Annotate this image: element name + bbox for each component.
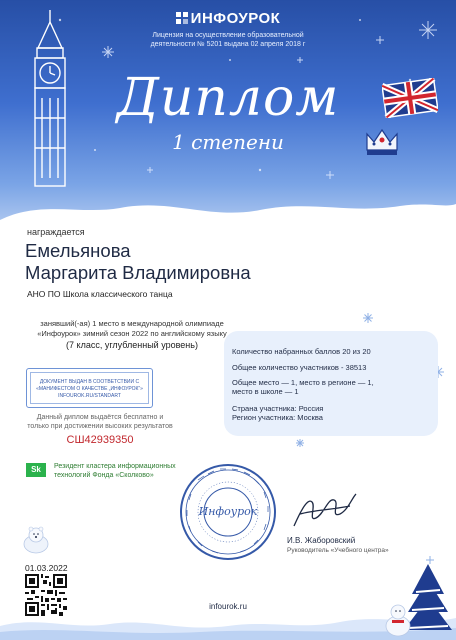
- quality-manifest-stamp: [26, 368, 153, 408]
- free-issue-note: Данный диплом выдаётся бесплатно и только при достижении высоких результатов: [27, 414, 173, 430]
- signatory-role: Руководитель «Учебного центра»: [287, 547, 389, 554]
- diploma-code: СШ42939350: [66, 434, 134, 446]
- results-panel: [224, 331, 438, 436]
- results-place-line2: место в школе — 1: [232, 387, 299, 396]
- quality-manifest-text: ДОКУМЕНТ ВЫДАН В СООТВЕТСТВИИ С «МАНИФЕСТОМ О КАЧЕСТВЕ „ИНФОУРОК“» INFOUROK.RU/STANDART: [30, 372, 149, 404]
- results-participants: Общее количество участников - 38513: [232, 363, 367, 372]
- winter-header-background: [0, 0, 456, 230]
- achievement-grade: (7 класс, углубленный уровень): [66, 340, 198, 350]
- winter-tree-icon: [382, 560, 452, 640]
- results-region: Регион участника: Москва: [232, 413, 323, 422]
- issue-date: 01.03.2022: [25, 563, 68, 573]
- infourok-logo-icon: [176, 12, 188, 24]
- signature-icon: [290, 488, 360, 534]
- skolkovo-logo: Sk: [26, 463, 46, 477]
- skolkovo-resident-text: Резидент кластера информационных технологий Фонда «Сколково»: [54, 463, 176, 479]
- achievement-description: занявший(-ая) 1 место в международной олимпиаде «Инфоурок» зимний сезон 2022 по английскому языку: [37, 319, 227, 338]
- official-seal: [178, 462, 278, 562]
- diploma-degree: 1 степени: [172, 130, 284, 154]
- results-country: Страна участника: Россия: [232, 404, 324, 413]
- recipient-organization: АНО ПО Школа классического танца: [27, 289, 173, 299]
- seal-text: Инфоурок: [198, 505, 258, 518]
- awarded-label: награждается: [27, 227, 85, 237]
- signatory-name: И.В. Жаборовский: [287, 536, 356, 545]
- license-text: Лицензия на осуществление образовательной деятельности № 5201 выдана 02 апреля 2018 г: [150, 32, 306, 48]
- logo-text: ИНФОУРОК: [190, 10, 281, 27]
- diploma-title: Диплом: [116, 68, 340, 128]
- website-footer: infourok.ru: [209, 602, 247, 611]
- polar-bear-icon: [20, 524, 52, 554]
- recipient-first-names: Маргарита Владимировна: [25, 262, 251, 283]
- results-score: Количество набранных баллов 20 из 20: [232, 347, 371, 356]
- infourok-logo: [0, 10, 456, 27]
- results-place-line1: Общее место — 1, место в регионе — 1,: [232, 378, 374, 387]
- recipient-last-name: Емельянова: [25, 240, 131, 261]
